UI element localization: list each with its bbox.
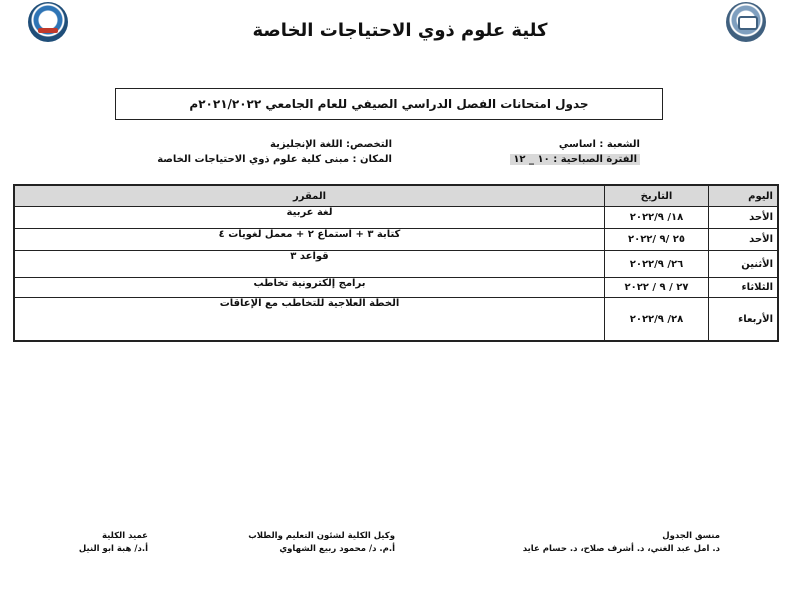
coordinator-signature xyxy=(523,530,720,556)
schedule-title: جدول امتحانات الفصل الدراسي الصيفي للعام الجامعي ٢٠٢١/٢٠٢٢م xyxy=(189,97,589,111)
vice-dean-title: وكيل الكلية لشئون التعليم والطلاب xyxy=(248,531,395,541)
table-row xyxy=(14,207,778,229)
header-course: المقرر xyxy=(14,185,605,207)
specialization-label: التخصص: اللغة الإنجليزية xyxy=(270,139,392,150)
date-cell: ٢٥ /٩ /٢٠٢٢ xyxy=(605,229,709,251)
period-label: الفترة الصباحية : ١٠ _ ١٢ xyxy=(510,154,640,165)
place-label: المكان : مبنى كلية علوم ذوي الاحتياجات الخاصة xyxy=(157,154,392,165)
dean-signature xyxy=(79,530,148,556)
table-row xyxy=(14,251,778,278)
dean-title: عميد الكلية xyxy=(102,531,148,541)
day-cell: الأحد xyxy=(709,207,779,229)
vice-dean-names: أ.م. د/ محمود ربيع الشهاوي xyxy=(279,544,395,554)
coordinator-names: د. امل عبد الغني، د. أشرف صلاح، د. حسام عايد xyxy=(522,544,720,554)
date-cell: ١٨/ ٢٠٢٢/٩ xyxy=(605,207,709,229)
day-cell: الأربعاء xyxy=(709,298,779,342)
course-cell: قواعد ٣ xyxy=(14,251,605,278)
dean-names: أ.د/ هبة ابو النيل xyxy=(78,544,148,554)
date-cell: ٢٦/ ٢٠٢٢/٩ xyxy=(605,251,709,278)
table-row xyxy=(14,278,778,298)
table-row xyxy=(14,229,778,251)
exam-schedule-table xyxy=(13,184,779,342)
coordinator-title: منسق الجدول xyxy=(662,531,720,541)
branch-label: الشعبة : اساسي xyxy=(558,139,640,150)
day-cell: الأحد xyxy=(709,229,779,251)
course-cell: الخطة العلاجية للتخاطب مع الإعاقات xyxy=(14,298,605,342)
vice-dean-signature xyxy=(248,530,395,556)
day-cell: الثلاثاء xyxy=(709,278,779,298)
course-cell: كتابة ٣ + استماع ٢ + معمل لغويات ٤ xyxy=(14,229,605,251)
course-cell: لغة عربية xyxy=(14,207,605,229)
day-cell: الأثنين xyxy=(709,251,779,278)
table-row xyxy=(14,298,778,342)
page-title: كلية علوم ذوي الاحتياجات الخاصة xyxy=(252,20,548,41)
table-header-row xyxy=(14,185,778,207)
course-cell: برامج إلكترونية تخاطب xyxy=(14,278,605,298)
header-day: اليوم xyxy=(709,185,779,207)
schedule-title-box xyxy=(115,88,663,120)
date-cell: ٢٨/ ٢٠٢٢/٩ xyxy=(605,298,709,342)
header-date: التاريخ xyxy=(605,185,709,207)
date-cell: ٢٧ / ٩ / ٢٠٢٢ xyxy=(605,278,709,298)
